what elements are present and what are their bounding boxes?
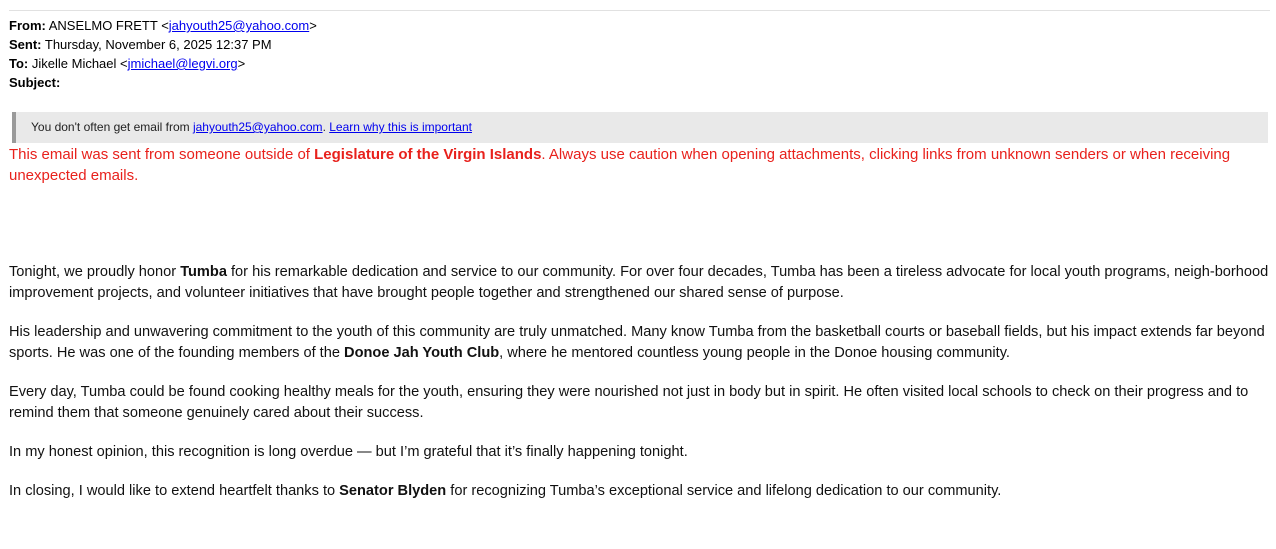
p1-c: for his remarkable dedication and service to our community. For over four decades, Tumba has been a tireless advocate for local youth programs, neigh-borhood improvement projects, and volunteer initiatives that have brought people together and strengthened our shared sense of purpose. <box>9 264 1269 301</box>
p2-b: Donoe Jah Youth Club <box>344 345 500 361</box>
sent-line <box>9 35 317 54</box>
banner-sender-link[interactable]: jahyouth25@yahoo.com <box>192 120 323 134</box>
p2-c: , where he mentored countless young people in the Donoe housing community. <box>499 345 1010 361</box>
caution-org: Legislature of the Virgin Islands <box>314 146 542 163</box>
p1-b: Tumba <box>180 264 227 280</box>
p5-c: for recognizing Tumba’s exceptional service and lifelong dedication to our community. <box>446 483 1002 499</box>
email-body <box>9 262 1273 520</box>
banner-text: You don't often get email from <box>31 120 193 134</box>
body-paragraph-1 <box>9 262 1273 304</box>
p5-b: Senator Blyden <box>339 483 447 499</box>
caution-pre: This email was sent from someone outside of <box>9 146 315 163</box>
banner-separator: . <box>322 120 330 134</box>
caution-post: . Always use caution when opening attachments, clicking links from unknown senders or when receiving unexpected emails. <box>9 146 1231 184</box>
to-label: To: <box>9 56 29 71</box>
from-line <box>9 16 317 35</box>
external-sender-warning <box>9 144 1275 186</box>
from-name: ANSELMO FRETT < <box>48 18 169 33</box>
to-name: Jikelle Michael < <box>31 56 128 71</box>
body-paragraph-4: In my honest opinion, this recognition is long overdue — but I’m grateful that it’s finally happening tonight. <box>9 444 688 460</box>
p2-a: His leadership and unwavering commitment to the youth of this community are truly unmatched. Many know Tumba from the basketball courts or baseball fields, but his impact extends far beyond sports. He was one of the founding members of the <box>9 324 1265 361</box>
learn-why-link[interactable]: Learn why this is important <box>329 120 472 134</box>
first-contact-banner <box>12 112 1268 143</box>
to-close: > <box>237 56 246 71</box>
body-paragraph-2 <box>9 322 1273 364</box>
header-divider <box>9 10 1270 11</box>
body-paragraph-3: Every day, Tumba could be found cooking healthy meals for the youth, ensuring they were nourished not just in body but in spirit. He often visited local schools to check on their progress and to remind them that someone genuinely cared about their success. <box>9 384 1249 421</box>
to-line <box>9 54 317 73</box>
from-close: > <box>309 18 317 33</box>
from-label: From: <box>9 18 46 33</box>
email-header <box>9 16 317 92</box>
p5-a: In closing, I would like to extend heartfelt thanks to <box>9 483 340 499</box>
to-email-link[interactable]: jmichael@legvi.org <box>127 56 238 71</box>
p1-a: Tonight, we proudly honor <box>9 264 181 280</box>
body-paragraph-5 <box>9 481 1273 502</box>
subject-line <box>9 73 317 92</box>
sent-value: Thursday, November 6, 2025 12:37 PM <box>44 37 272 52</box>
sent-label: Sent: <box>9 37 42 52</box>
subject-label: Subject: <box>9 75 61 90</box>
from-email-link[interactable]: jahyouth25@yahoo.com <box>168 18 310 33</box>
